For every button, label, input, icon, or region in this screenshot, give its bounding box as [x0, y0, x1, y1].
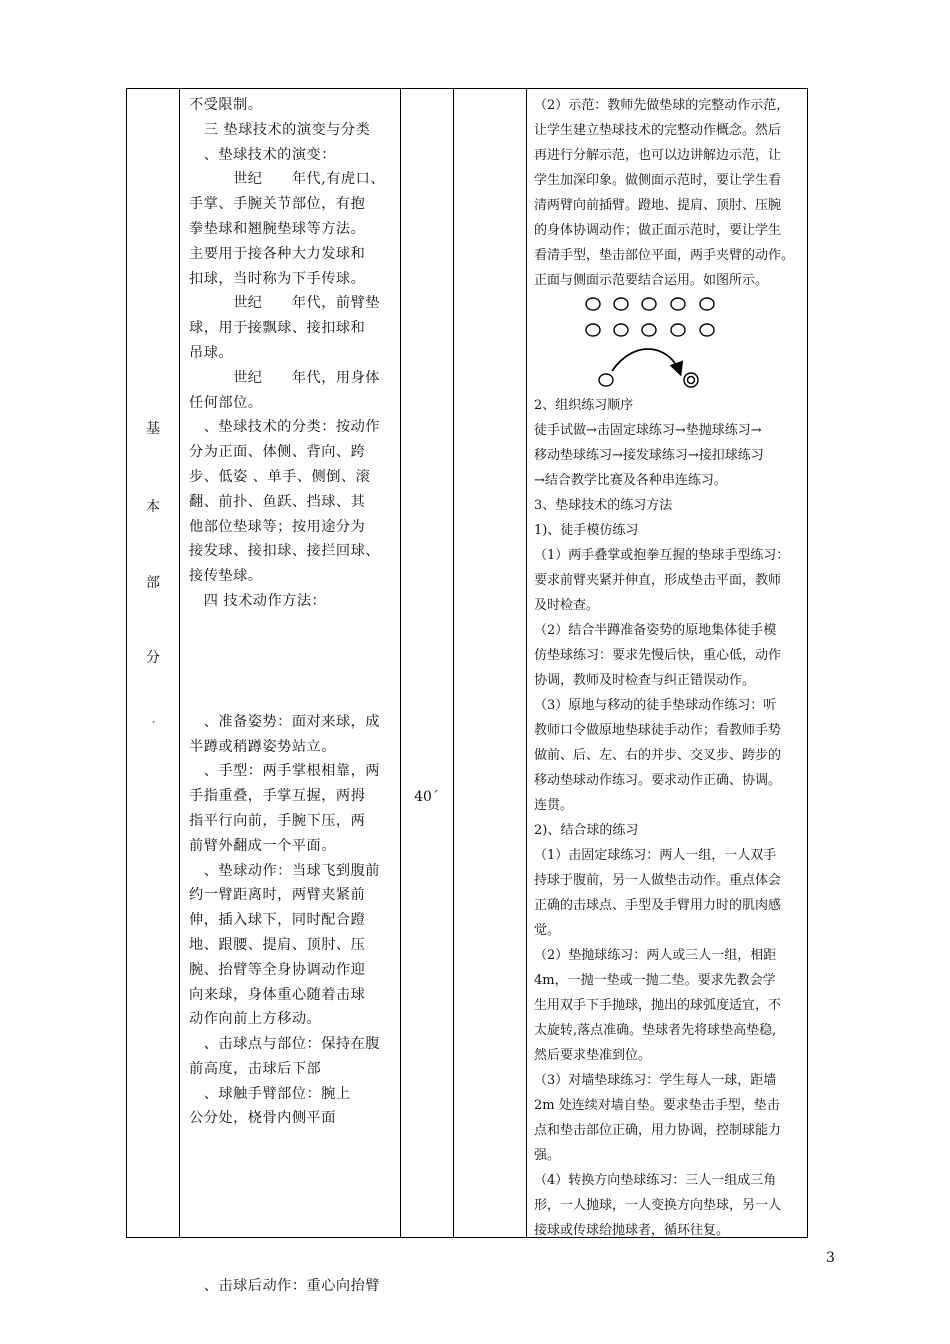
- text-line: 腕、抬臂等全身协调动作迎: [189, 961, 366, 978]
- text-line: 生用双手下手抛球，抛出的球弧度适宜，不: [534, 998, 782, 1013]
- text-line: 学生加深印象。做侧面示范时，要让学生看: [534, 173, 782, 188]
- text-line: 要求前臂夹紧并伸直，形成垫击平面，教师: [534, 573, 782, 588]
- student-marker: [642, 298, 656, 310]
- text-line: 、准备姿势：面对来球，成: [189, 713, 380, 730]
- text-line: 分为正面、体侧、背向、跨: [189, 444, 366, 461]
- section-label-char: 基: [146, 421, 160, 437]
- text-line: 1)、徒手模仿练习: [534, 523, 639, 538]
- text-line: 看清手型，垫击部位平面，两手夹臂的动作。: [534, 248, 795, 263]
- page-number: 3: [826, 1250, 835, 1266]
- text-line: 、手型：两手掌根相靠，两: [189, 763, 380, 780]
- ball-trajectory-arrow: [612, 349, 680, 373]
- text-line: 向来球，身体重心随着击球: [189, 986, 366, 1003]
- text-line: 他部位垫球等；按用途分为: [189, 518, 366, 535]
- text-line: 接传垫球。: [189, 568, 263, 585]
- text-line: （1）击固定球练习：两人一组，一人双手: [534, 848, 777, 863]
- text-line: 2、组织练习顺序: [534, 398, 634, 413]
- text-line: 、击球点与部位：保持在腹: [189, 1036, 380, 1053]
- text-line: 点和垫击部位正确，用力协调，控制球能力: [534, 1123, 782, 1138]
- text-line: 移动垫球动作练习。要求动作正确、协调。: [534, 773, 782, 788]
- student-marker: [614, 324, 628, 336]
- text-line: 徒手试做→击固定球练习→垫抛球练习→: [534, 423, 762, 438]
- text-line: 步、低姿 、单手、侧倒、滚: [189, 468, 371, 485]
- section-label-char: 分: [146, 650, 160, 666]
- text-line: →结合教学比赛及各种串连练习。: [534, 473, 727, 488]
- text-line: （4）转换方向垫球练习：三人一组成三角: [534, 1173, 777, 1188]
- text-line: （2）垫抛球练习：两人或三人一组，相距: [534, 948, 777, 963]
- text-line: 翻、前扑、鱼跃、挡球、其: [189, 493, 366, 510]
- text-line: 做前、后、左、右的并步、交叉步、跨步的: [534, 748, 782, 763]
- text-line: 世纪 年代,有虎口、: [189, 171, 385, 188]
- text-line: 让学生建立垫球技术的完整动作概念。然后: [534, 123, 782, 138]
- text-line: 半蹲或稍蹲姿势站立。: [189, 738, 336, 755]
- teacher-marker: [684, 373, 698, 387]
- text-line: 吊球。: [189, 344, 234, 361]
- text-line: 形，一人抛球，一人变换方向垫球，另一人: [534, 1198, 782, 1213]
- text-line: 球，用于接飘球、接扣球和: [189, 320, 366, 337]
- text-line: 连贯。: [534, 798, 574, 813]
- text-line: 2m 处连续对墙自垫。要求垫击手型，垫击: [534, 1098, 780, 1113]
- text-line: 然后要求垫准到位。: [534, 1048, 652, 1063]
- section-label-char: ˊ: [150, 720, 156, 733]
- text-line: 接发球、接扣球、接拦回球、: [189, 543, 380, 560]
- student-marker: [586, 324, 600, 336]
- text-line: 扣球，当时称为下手传球。: [189, 270, 366, 287]
- student-marker: [599, 374, 613, 386]
- text-line: （1）两手叠掌或抱拳互握的垫球手型练习：: [534, 548, 790, 563]
- methods-text: [534, 93, 803, 293]
- text-line: 正确的击球点、手型及手臂用力时的肌肉感: [534, 898, 782, 913]
- student-marker: [671, 298, 685, 310]
- text-line: （3）原地与移动的徒手垫球动作练习：听: [534, 698, 777, 713]
- methods-text: [534, 393, 803, 1243]
- text-line: 持球于腹前，另一人做垫击动作。重点体会: [534, 873, 782, 888]
- text-line: 3、垫球技术的练习方法: [534, 498, 673, 513]
- text-line: （2）结合半蹲准备姿势的原地集体徒手模: [534, 623, 777, 638]
- text-line: 移动垫球练习→接发球练习→接扣球练习: [534, 448, 764, 463]
- lesson-plan-table: [126, 88, 808, 1295]
- text-line: 清两臂向前插臂。蹬地、提肩、顶肘、压腕: [534, 198, 782, 213]
- text-line: 及时检查。: [534, 598, 600, 613]
- section-column: [127, 89, 179, 1237]
- formation-diagram: [570, 293, 720, 393]
- text-line: 不受限制。: [189, 97, 263, 113]
- text-line: 正面与侧面示范要结合运用。如图所示。: [534, 273, 769, 288]
- empty-column: [453, 89, 526, 1237]
- content-block: [189, 1274, 392, 1299]
- text-line: 公分处，桡骨内侧平面: [189, 1110, 336, 1127]
- student-marker: [642, 324, 656, 336]
- section-label-char: 部: [146, 575, 160, 591]
- content-block: [189, 93, 392, 614]
- text-line: 动作向前上方移动。: [189, 1011, 322, 1028]
- content-block: [189, 710, 392, 1132]
- text-line: 4m，一抛一垫或一抛二垫。要求先教会学: [534, 973, 776, 988]
- text-line: 手指重叠，手掌互握，两拇: [189, 788, 366, 805]
- text-line: 、球触手臂部位：腕上: [189, 1085, 351, 1102]
- text-line: 世纪 年代，前臂垫: [189, 295, 380, 312]
- text-line: 的身体协调动作；做正面示范时，要让学生: [534, 223, 782, 238]
- text-line: 仿垫球练习：要求先慢后快，重心低，动作: [534, 648, 782, 663]
- text-line: 教师口令做原地垫球徒手动作；看教师手势: [534, 723, 782, 738]
- text-line: 伸，插入球下，同时配合蹬: [189, 912, 366, 929]
- time-column: [400, 89, 453, 1237]
- text-line: （3）对墙垫球练习：学生每人一球，距墙: [534, 1073, 777, 1088]
- text-line: （2）示范：教师先做垫球的完整动作示范，: [534, 98, 790, 113]
- content-column: [179, 89, 400, 1295]
- text-line: 2)、结合球的练习: [534, 823, 639, 838]
- text-line: 、击球后动作：重心向抬臂: [189, 1278, 380, 1295]
- student-marker: [700, 298, 714, 310]
- text-line: 主要用于接各种大力发球和: [189, 245, 366, 262]
- text-line: 前臂外翻成一个平面。: [189, 837, 336, 854]
- student-marker: [671, 324, 685, 336]
- text-line: 指平行向前，手腕下压，两: [189, 812, 366, 829]
- text-line: 、垫球技术的分类：按动作: [189, 419, 380, 436]
- text-line: 太旋转,落点准确。垫球者先将球垫高垫稳,: [534, 1023, 777, 1038]
- student-marker: [586, 298, 600, 310]
- text-line: 觉。: [534, 923, 561, 938]
- text-line: 拳垫球和翘腕垫球等方法。: [189, 220, 366, 237]
- text-line: 四 技术动作方法：: [189, 592, 327, 609]
- text-line: 世纪 年代，用身体: [189, 369, 380, 386]
- text-line: 再进行分解示范，也可以边讲解边示范，让: [534, 148, 782, 163]
- text-line: 三 垫球技术的演变与分类: [189, 121, 371, 138]
- text-line: 地、跟腰、提肩、顶肘、压: [189, 936, 366, 953]
- text-line: 接球或传球给抛球者，循环往复。: [534, 1223, 730, 1238]
- time-value: 40ˊ: [414, 789, 439, 805]
- methods-column: [526, 89, 809, 1237]
- section-label-char: 本: [146, 499, 160, 515]
- text-line: 约一臂距离时，两臂夹紧前: [189, 887, 366, 904]
- text-line: 协调，教师及时检查与纠正错误动作。: [534, 673, 756, 688]
- text-line: 任何部位。: [189, 394, 263, 411]
- student-marker: [700, 324, 714, 336]
- student-marker: [614, 298, 628, 310]
- text-line: 强。: [534, 1148, 561, 1163]
- text-line: 前高度，击球后下部: [189, 1060, 322, 1077]
- text-line: 、垫球动作：当球飞到腹前: [189, 862, 380, 879]
- text-line: 手掌、手腕关节部位，有抱: [189, 196, 366, 213]
- text-line: 、垫球技术的演变：: [189, 146, 336, 163]
